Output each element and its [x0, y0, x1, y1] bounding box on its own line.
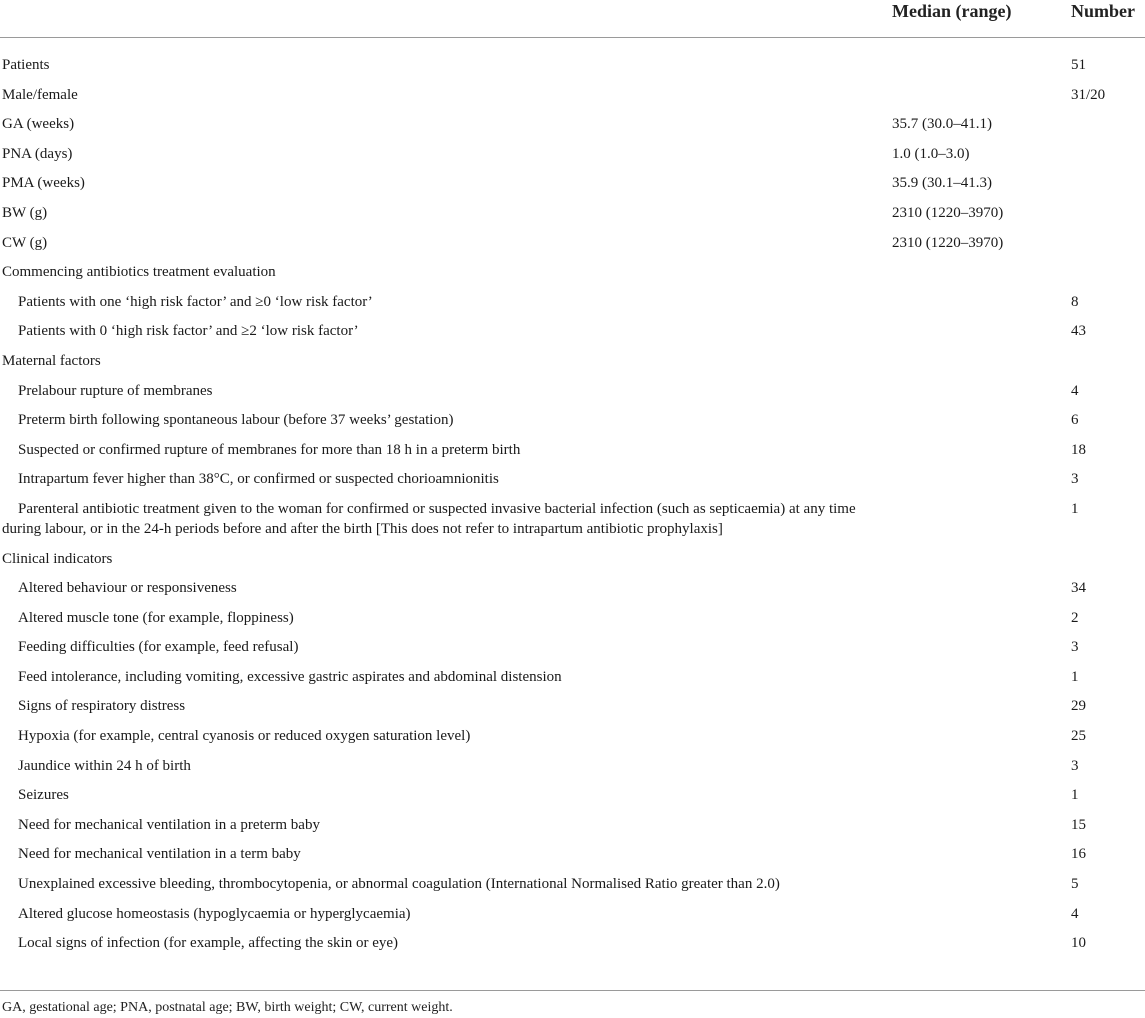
row-label: Intrapartum fever higher than 38°C, or confirmed or suspected chorioamnionitis: [18, 471, 499, 488]
row-label: Need for mechanical ventilation in a term baby: [18, 846, 301, 863]
row-median-range: 2310 (1220–3970): [892, 234, 1004, 251]
row-label: Jaundice within 24 h of birth: [18, 757, 191, 774]
table-row: [0, 316, 1145, 346]
row-number: 16: [1071, 846, 1086, 863]
table-row: [0, 494, 1145, 544]
row-number: 15: [1071, 816, 1086, 833]
row-number: 51: [1071, 57, 1086, 73]
row-number: 5: [1071, 876, 1079, 893]
row-number: 3: [1071, 639, 1079, 656]
row-label: Feeding difficulties (for example, feed refusal): [18, 639, 299, 656]
table-row: [0, 435, 1145, 465]
table-row: [0, 899, 1145, 929]
row-number: 1: [1071, 500, 1079, 517]
row-number: 25: [1071, 728, 1086, 745]
table-row: [0, 109, 1145, 139]
table-row: [0, 50, 1145, 80]
row-label: Prelabour rupture of membranes: [18, 382, 213, 399]
table-row: [0, 751, 1145, 781]
row-label: Clinical indicators: [2, 550, 113, 567]
table-row: [0, 464, 1145, 494]
row-label: Suspected or confirmed rupture of membranes for more than 18 h in a preterm birth: [18, 441, 521, 458]
table-row: [0, 80, 1145, 110]
row-number: 2: [1071, 609, 1079, 626]
table-row: [0, 228, 1145, 258]
row-label: Seizures: [18, 787, 69, 804]
row-number: 34: [1071, 580, 1086, 597]
header-number: Number: [1071, 1, 1135, 21]
table-row: [0, 632, 1145, 662]
table-row: [0, 810, 1145, 840]
table-row: [0, 544, 1145, 574]
row-label: Altered glucose homeostasis (hypoglycaemia or hyperglycaemia): [18, 905, 411, 922]
row-label: Patients with one ‘high risk factor’ and ≥0 ‘low risk factor’: [18, 293, 373, 310]
table-row: [0, 603, 1145, 633]
row-label: Feed intolerance, including vomiting, excessive gastric aspirates and abdominal distension: [18, 668, 562, 685]
table-row: [0, 257, 1145, 287]
row-number: 4: [1071, 905, 1079, 922]
row-label: Patients with 0 ‘high risk factor’ and ≥2 ‘low risk factor’: [18, 323, 359, 340]
row-label: Parenteral antibiotic treatment given to the woman for confirmed or suspected invasive bacterial infection (such as septicaemia) at any time during labour, or in the 24-h periods before and after the birth [This does not refer to intrapartum antibiotic prophylaxis]: [2, 500, 856, 537]
table-header: [0, 0, 1145, 38]
table-footnote: GA, gestational age; PNA, postnatal age; BW, birth weight; CW, current weight.: [2, 1000, 453, 1015]
row-label: Signs of respiratory distress: [18, 698, 186, 715]
table-row: [0, 573, 1145, 603]
row-number: 3: [1071, 757, 1079, 774]
table-row: [0, 721, 1145, 751]
row-number: 4: [1071, 382, 1079, 399]
row-label: CW (g): [2, 234, 48, 251]
table-row: [0, 405, 1145, 435]
table-row: [0, 662, 1145, 692]
table-row: [0, 139, 1145, 169]
row-label: Preterm birth following spontaneous labour (before 37 weeks’ gestation): [18, 412, 454, 429]
table-bottom-rule: [0, 990, 1145, 991]
row-label: Altered muscle tone (for example, floppiness): [18, 609, 294, 626]
row-number: 6: [1071, 412, 1079, 429]
row-number: 8: [1071, 293, 1079, 310]
table-row: [0, 287, 1145, 317]
table-row: [0, 869, 1145, 899]
row-label: GA (weeks): [2, 116, 75, 133]
table-row: [0, 691, 1145, 721]
row-number: 29: [1071, 698, 1086, 715]
table-body: [0, 38, 1145, 958]
row-median-range: 2310 (1220–3970): [892, 204, 1004, 221]
row-label: Hypoxia (for example, central cyanosis or reduced oxygen saturation level): [18, 728, 471, 745]
row-label: Patients: [2, 57, 50, 73]
row-label: PMA (weeks): [2, 175, 85, 192]
row-number: 3: [1071, 471, 1079, 488]
table-row: [0, 346, 1145, 376]
table-row: [0, 168, 1145, 198]
row-label: Male/female: [2, 86, 78, 103]
row-label: Maternal factors: [2, 352, 101, 369]
row-number: 43: [1071, 323, 1086, 340]
row-label: Local signs of infection (for example, affecting the skin or eye): [18, 935, 399, 952]
header-median-range: Median (range): [892, 1, 1012, 21]
table-row: [0, 839, 1145, 869]
table-row: [0, 928, 1145, 958]
row-number: 10: [1071, 935, 1086, 952]
row-label: PNA (days): [2, 145, 73, 162]
row-number: 1: [1071, 668, 1079, 685]
row-label: Commencing antibiotics treatment evaluation: [2, 264, 276, 281]
row-number: 31/20: [1071, 86, 1106, 103]
row-median-range: 35.7 (30.0–41.1): [892, 116, 992, 133]
row-number: 18: [1071, 441, 1086, 458]
row-median-range: 35.9 (30.1–41.3): [892, 175, 992, 192]
row-label: Unexplained excessive bleeding, thrombocytopenia, or abnormal coagulation (International Normalised Ratio greater than 2.0): [18, 876, 780, 893]
row-label: BW (g): [2, 204, 48, 221]
row-median-range: 1.0 (1.0–3.0): [892, 145, 970, 162]
row-label: Need for mechanical ventilation in a preterm baby: [18, 816, 320, 833]
row-label: Altered behaviour or responsiveness: [18, 580, 237, 597]
table-row: [0, 198, 1145, 228]
row-number: 1: [1071, 787, 1079, 804]
table-row: [0, 780, 1145, 810]
table-row: [0, 376, 1145, 406]
